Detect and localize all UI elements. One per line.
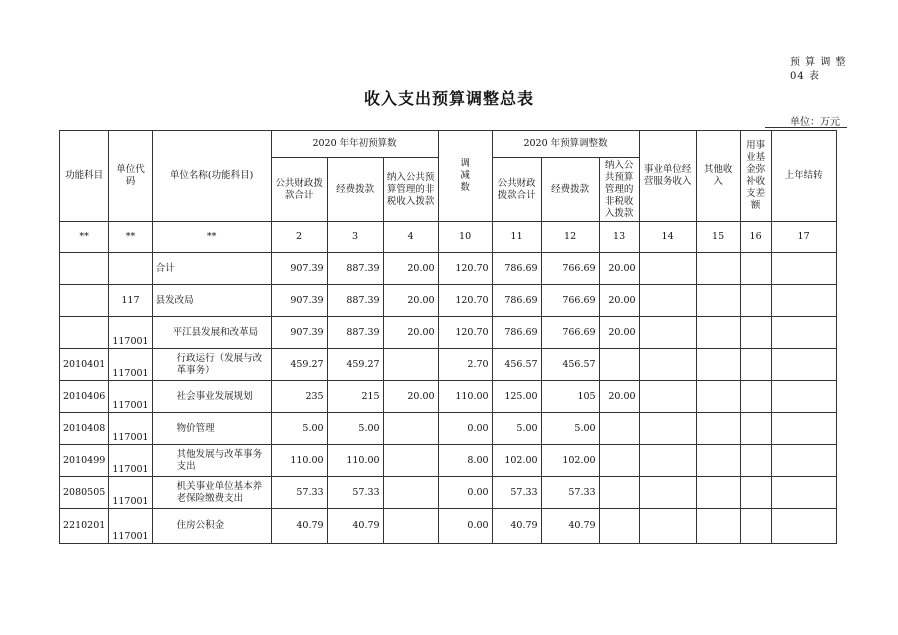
empty-cell [639, 509, 696, 544]
func-code-cell: 2010408 [60, 413, 109, 445]
col-unit-name: 单位名称(功能科目) [152, 131, 271, 222]
value-cell: 456.57 [492, 349, 541, 381]
value-cell: 110.00 [327, 445, 383, 477]
empty-cell [639, 477, 696, 509]
empty-cell [771, 349, 836, 381]
index-row [60, 222, 837, 253]
value-cell: 766.69 [541, 317, 599, 349]
value-cell: 887.39 [327, 317, 383, 349]
col-biz-service: 事业单位经营服务收入 [639, 131, 696, 222]
value-cell [383, 477, 438, 509]
empty-cell [740, 477, 771, 509]
unit-name-cell: 其他发展与改革事务支出 [152, 445, 271, 477]
empty-cell [696, 349, 740, 381]
unit-name-cell: 平江县发展和改革局 [152, 317, 271, 349]
index-cell: 3 [327, 222, 383, 253]
func-code-cell: 2010401 [60, 349, 109, 381]
empty-cell [740, 349, 771, 381]
value-cell: 766.69 [541, 253, 599, 285]
empty-cell [771, 445, 836, 477]
value-cell: 40.79 [271, 509, 327, 544]
value-cell [599, 477, 639, 509]
col-fund-fill: 用事业基金弥补收支差额 [740, 131, 771, 222]
col-unit-code: 单位代码 [109, 131, 152, 222]
unit-code-cell: 117001 [109, 413, 152, 445]
empty-cell [771, 285, 836, 317]
empty-cell [639, 317, 696, 349]
table-row [60, 317, 837, 349]
index-cell: 10 [438, 222, 492, 253]
index-cell: ** [152, 222, 271, 253]
unit-name-cell: 机关事业单位基本养老保险缴费支出 [152, 477, 271, 509]
empty-cell [696, 509, 740, 544]
value-cell [599, 445, 639, 477]
empty-cell [771, 253, 836, 285]
unit-code-cell: 117001 [109, 477, 152, 509]
index-cell: 16 [740, 222, 771, 253]
unit-underline [765, 127, 847, 128]
value-cell: 102.00 [492, 445, 541, 477]
index-cell: ** [60, 222, 109, 253]
value-cell: 907.39 [271, 317, 327, 349]
value-cell: 235 [271, 381, 327, 413]
value-cell: 0.00 [438, 477, 492, 509]
func-code-cell: 2010499 [60, 445, 109, 477]
unit-name-cell: 住房公积金 [152, 509, 271, 544]
unit-code-cell: 117 [109, 285, 152, 317]
header-row-1 [60, 131, 837, 158]
value-cell [383, 413, 438, 445]
col-adj-nontax: 纳入公共预算管理的非税收入拨款 [599, 158, 639, 222]
value-cell: 0.00 [438, 413, 492, 445]
table-row [60, 349, 837, 381]
col-carryover: 上年结转 [771, 131, 836, 222]
unit-code-cell: 117001 [109, 317, 152, 349]
col-init-fee: 经费拨款 [327, 158, 383, 222]
value-cell: 907.39 [271, 285, 327, 317]
empty-cell [740, 445, 771, 477]
value-cell: 120.70 [438, 253, 492, 285]
unit-label: 单位：万元 [790, 117, 840, 128]
empty-cell [771, 381, 836, 413]
func-code-cell [60, 317, 109, 349]
col-init-nontax: 纳入公共预算管理的非税收入拨款 [383, 158, 438, 222]
value-cell: 766.69 [541, 285, 599, 317]
value-cell: 20.00 [383, 317, 438, 349]
value-cell: 5.00 [541, 413, 599, 445]
col-init-public: 公共财政拨款合计 [271, 158, 327, 222]
value-cell: 786.69 [492, 285, 541, 317]
empty-cell [696, 381, 740, 413]
index-cell: 12 [541, 222, 599, 253]
unit-code-cell: 117001 [109, 445, 152, 477]
func-code-cell [60, 285, 109, 317]
index-cell: 14 [639, 222, 696, 253]
value-cell: 40.79 [492, 509, 541, 544]
value-cell: 907.39 [271, 253, 327, 285]
unit-name-cell: 行政运行（发展与改革事务） [152, 349, 271, 381]
value-cell: 57.33 [541, 477, 599, 509]
col-group-initial: 2020 年年初预算数 [271, 131, 438, 158]
value-cell: 105 [541, 381, 599, 413]
value-cell: 20.00 [599, 253, 639, 285]
value-cell [383, 445, 438, 477]
empty-cell [771, 317, 836, 349]
value-cell: 456.57 [541, 349, 599, 381]
empty-cell [740, 285, 771, 317]
value-cell [599, 349, 639, 381]
value-cell: 125.00 [492, 381, 541, 413]
value-cell: 40.79 [541, 509, 599, 544]
col-other-income: 其他收入 [696, 131, 740, 222]
unit-code-cell: 117001 [109, 509, 152, 544]
func-code-cell: 2210201 [60, 509, 109, 544]
func-code-cell: 2080505 [60, 477, 109, 509]
empty-cell [771, 509, 836, 544]
col-adjust: 调减数 [438, 131, 492, 222]
index-cell: 15 [696, 222, 740, 253]
value-cell: 110.00 [271, 445, 327, 477]
table-row [60, 285, 837, 317]
value-cell: 5.00 [271, 413, 327, 445]
value-cell: 5.00 [492, 413, 541, 445]
empty-cell [639, 445, 696, 477]
index-cell: 17 [771, 222, 836, 253]
page-title: 收入支出预算调整总表 [363, 89, 534, 108]
value-cell: 459.27 [327, 349, 383, 381]
empty-cell [740, 253, 771, 285]
empty-cell [740, 413, 771, 445]
value-cell: 110.00 [438, 381, 492, 413]
value-cell: 8.00 [438, 445, 492, 477]
empty-cell [740, 317, 771, 349]
value-cell: 20.00 [383, 253, 438, 285]
index-cell: 4 [383, 222, 438, 253]
value-cell: 120.70 [438, 285, 492, 317]
table-row [60, 509, 837, 544]
empty-cell [696, 285, 740, 317]
empty-cell [639, 381, 696, 413]
value-cell: 57.33 [492, 477, 541, 509]
form-number-line2: 04 表 [790, 71, 820, 82]
value-cell: 786.69 [492, 253, 541, 285]
value-cell: 20.00 [383, 285, 438, 317]
empty-cell [740, 381, 771, 413]
unit-name-cell: 物价管理 [152, 413, 271, 445]
unit-code-cell [109, 253, 152, 285]
table-row [60, 381, 837, 413]
value-cell: 459.27 [271, 349, 327, 381]
value-cell: 887.39 [327, 253, 383, 285]
value-cell [599, 413, 639, 445]
empty-cell [696, 477, 740, 509]
empty-cell [740, 509, 771, 544]
value-cell: 20.00 [599, 317, 639, 349]
budget-table [59, 130, 837, 544]
table-row [60, 477, 837, 509]
empty-cell [639, 253, 696, 285]
index-cell: ** [109, 222, 152, 253]
value-cell: 20.00 [383, 381, 438, 413]
func-code-cell [60, 253, 109, 285]
form-number [790, 56, 847, 84]
col-group-adjusted: 2020 年预算调整数 [492, 131, 639, 158]
empty-cell [696, 445, 740, 477]
value-cell: 120.70 [438, 317, 492, 349]
value-cell [599, 509, 639, 544]
value-cell: 40.79 [327, 509, 383, 544]
value-cell: 215 [327, 381, 383, 413]
value-cell: 20.00 [599, 285, 639, 317]
empty-cell [696, 413, 740, 445]
empty-cell [771, 413, 836, 445]
value-cell: 786.69 [492, 317, 541, 349]
col-adj-fee: 经费拨款 [541, 158, 599, 222]
empty-cell [639, 413, 696, 445]
value-cell: 57.33 [327, 477, 383, 509]
form-number-line1: 预 算 调 整 [790, 57, 847, 68]
index-cell: 2 [271, 222, 327, 253]
unit-name-cell: 社会事业发展规划 [152, 381, 271, 413]
empty-cell [696, 253, 740, 285]
table-row [60, 445, 837, 477]
index-cell: 11 [492, 222, 541, 253]
col-adj-public: 公共财政拨款合计 [492, 158, 541, 222]
table-row [60, 253, 837, 285]
value-cell: 887.39 [327, 285, 383, 317]
value-cell: 0.00 [438, 509, 492, 544]
table-row [60, 413, 837, 445]
value-cell [383, 349, 438, 381]
index-cell: 13 [599, 222, 639, 253]
value-cell: 20.00 [599, 381, 639, 413]
empty-cell [771, 477, 836, 509]
unit-code-cell: 117001 [109, 349, 152, 381]
value-cell: 5.00 [327, 413, 383, 445]
empty-cell [639, 349, 696, 381]
value-cell: 102.00 [541, 445, 599, 477]
col-func-code: 功能科目 [60, 131, 109, 222]
empty-cell [696, 317, 740, 349]
empty-cell [639, 285, 696, 317]
value-cell: 2.70 [438, 349, 492, 381]
unit-code-cell: 117001 [109, 381, 152, 413]
func-code-cell: 2010406 [60, 381, 109, 413]
value-cell: 57.33 [271, 477, 327, 509]
value-cell [383, 509, 438, 544]
unit-name-cell: 县发改局 [152, 285, 271, 317]
unit-name-cell: 合计 [152, 253, 271, 285]
